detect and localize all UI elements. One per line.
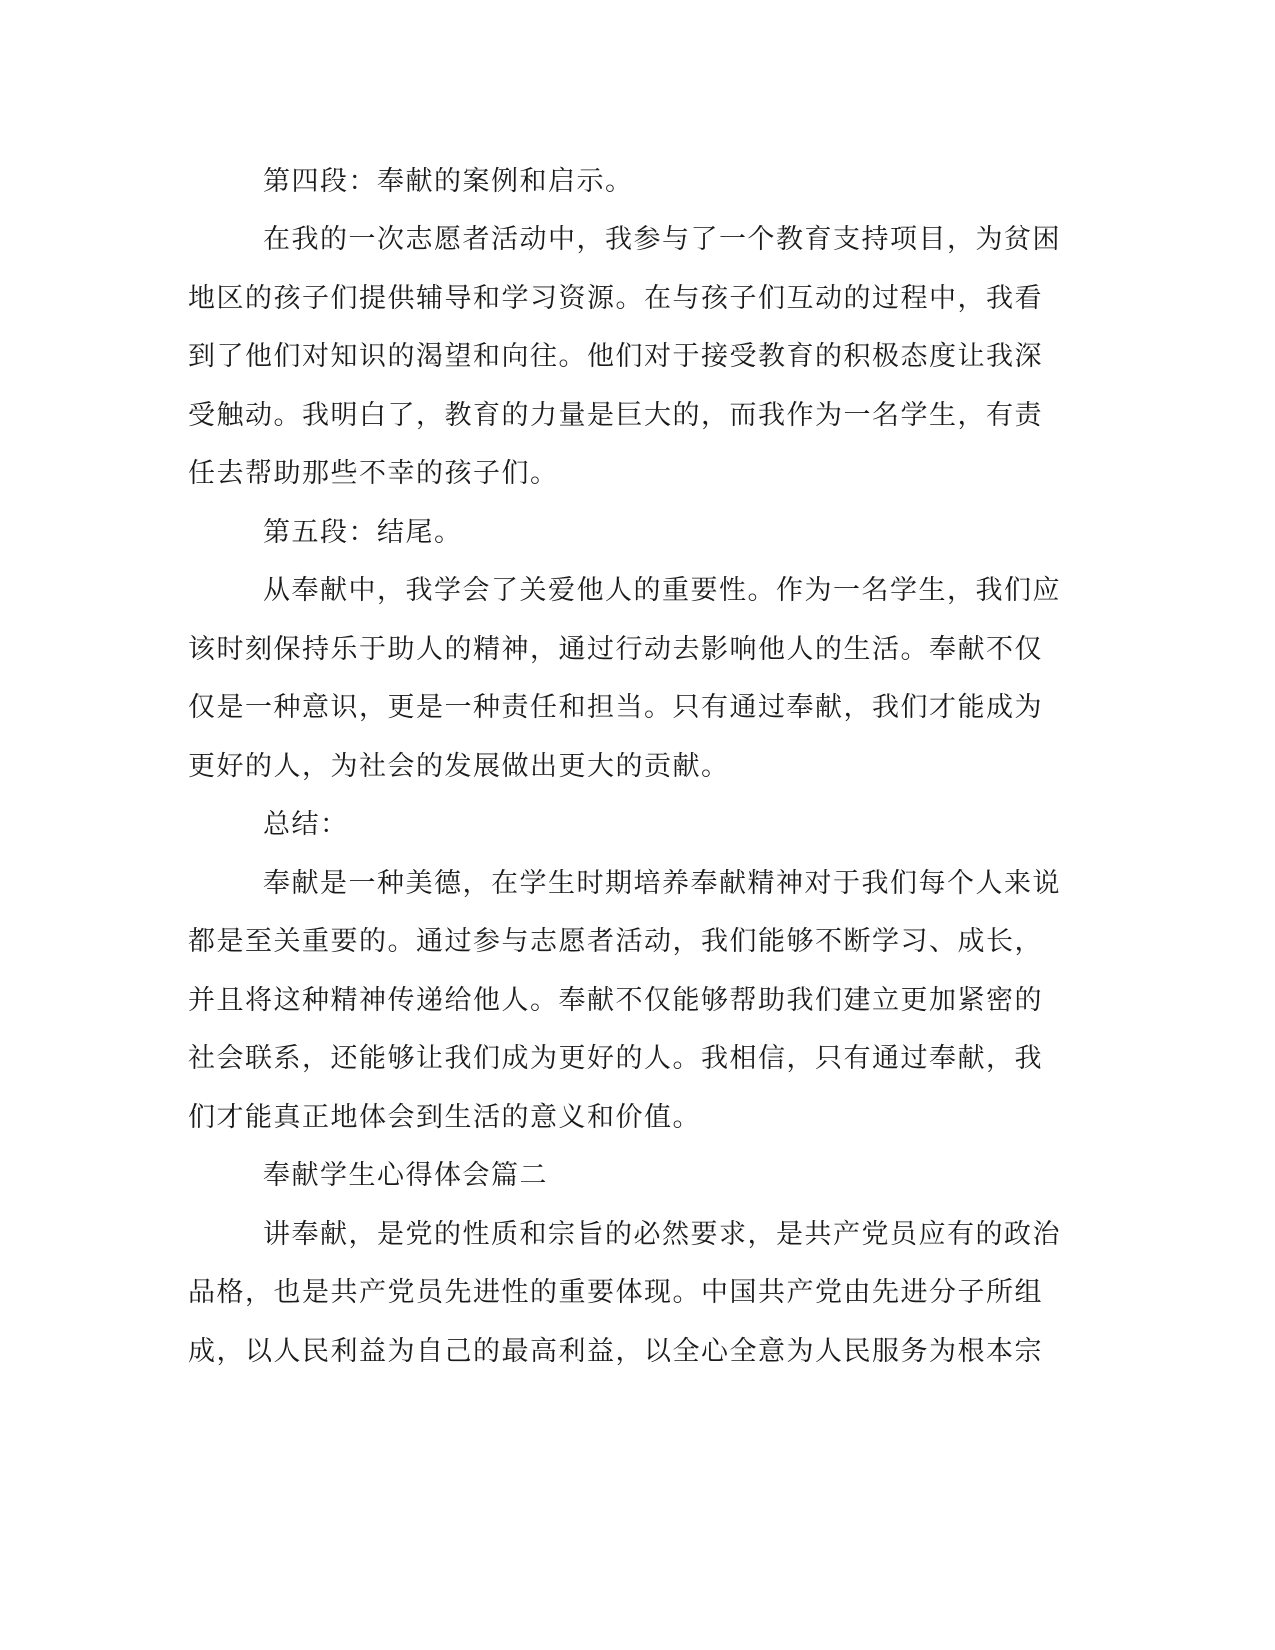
text-line: 在我的一次志愿者活动中，我参与了一个教育支持项目，为贫困 <box>263 224 1061 255</box>
text-line: 到了他们对知识的渴望和向往。他们对于接受教育的积极态度让我深 <box>188 341 1043 372</box>
text-line: 仅是一种意识，更是一种责任和担当。只有通过奉献，我们才能成为 <box>188 692 1043 723</box>
text-line: 该时刻保持乐于助人的精神，通过行动去影响他人的生活。奉献不仅 <box>188 634 1043 665</box>
text-line: 品格，也是共产党员先进性的重要体现。中国共产党由先进分子所组 <box>188 1277 1043 1308</box>
text-line: 更好的人，为社会的发展做出更大的贡献。 <box>188 751 730 782</box>
heading-section-five: 第五段：结尾。 <box>263 517 463 548</box>
text-line: 奉献是一种美德，在学生时期培养奉献精神对于我们每个人来说 <box>263 868 1061 899</box>
text-line: 并且将这种精神传递给他人。奉献不仅能够帮助我们建立更加紧密的 <box>188 985 1043 1016</box>
text-line: 都是至关重要的。通过参与志愿者活动，我们能够不断学习、成长， <box>188 926 1043 957</box>
text-line: 受触动。我明白了，教育的力量是巨大的，而我作为一名学生，有责 <box>188 400 1043 431</box>
text-line: 地区的孩子们提供辅导和学习资源。在与孩子们互动的过程中，我看 <box>188 283 1043 314</box>
heading-part-two: 奉献学生心得体会篇二 <box>263 1160 548 1191</box>
heading-summary: 总结： <box>263 809 349 840</box>
heading-section-four: 第四段：奉献的案例和启示。 <box>263 166 634 197</box>
text-line: 从奉献中，我学会了关爱他人的重要性。作为一名学生，我们应 <box>263 575 1061 606</box>
text-line: 社会联系，还能够让我们成为更好的人。我相信，只有通过奉献，我 <box>188 1043 1043 1074</box>
text-line: 任去帮助那些不幸的孩子们。 <box>188 458 559 489</box>
text-line: 成，以人民利益为自己的最高利益，以全心全意为人民服务为根本宗 <box>188 1336 1043 1367</box>
text-line: 讲奉献，是党的性质和宗旨的必然要求，是共产党员应有的政治 <box>263 1219 1061 1250</box>
text-line: 们才能真正地体会到生活的意义和价值。 <box>188 1102 701 1133</box>
